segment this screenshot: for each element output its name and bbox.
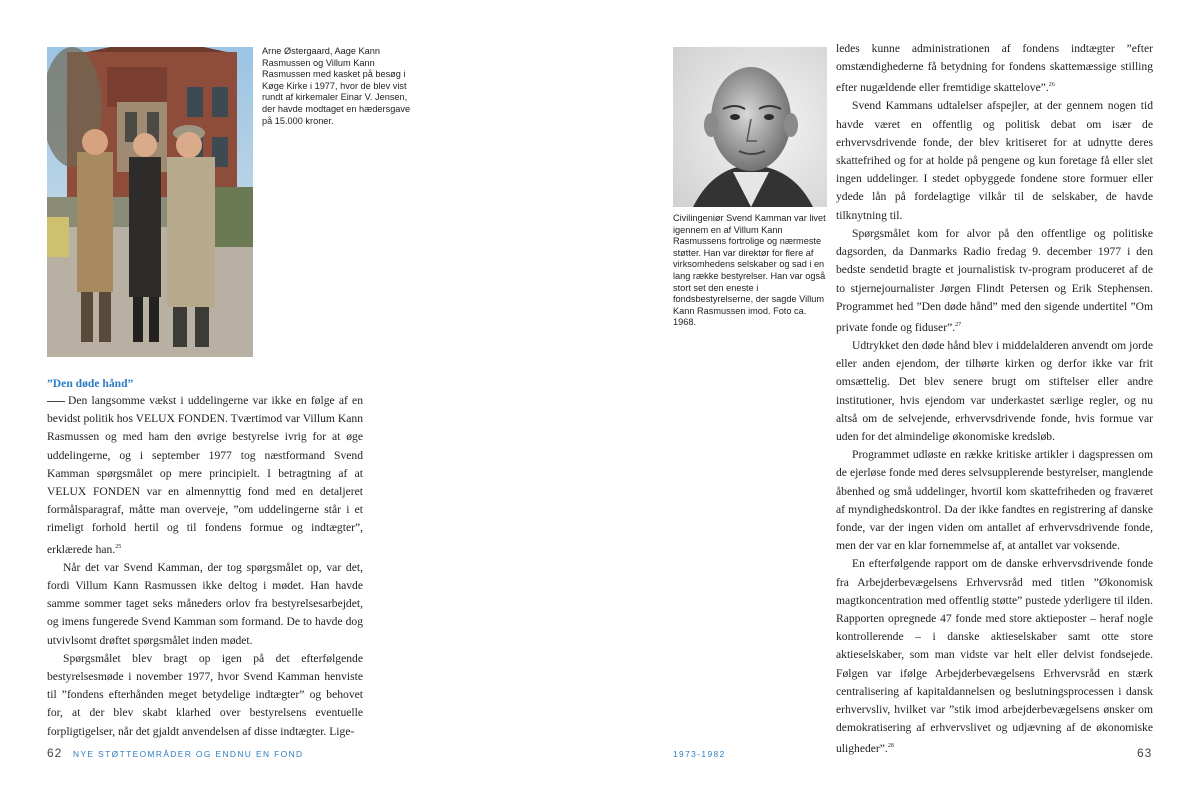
paragraph: Spørgsmålet blev bragt op igen på det efterfølgende bestyrelsesmøde i november 1977, hvor Svend Kamman henviste til ”fondens efterhånden meget betydelige indtægter” og behovet for, at der blev skabt klarhed over bestyrelsens eventuelle forpligtigelser, når det gjaldt anvendelsen af disse indtægter. Lige- [47,651,363,738]
left-page [0,0,600,806]
portrait-svend-kamman [673,47,827,207]
paragraph: Når det var Svend Kamman, der tog spørgsmålet op, var det, fordi Villum Kann Rasmussen ikke deltog i mødet. Han havde samme sommer taget seks måneders orlov fra bestyrelsesarbejdet, og imens fungerede Svend Kamman som formand. De to havde dog utvivlsomt drøftet spørgsmålet inden mødet. [47,560,363,647]
left-body-text [47,392,363,741]
page-number-right: 63 [1137,746,1153,760]
footnote-marker: 26 [1048,82,1055,89]
paragraph: Den langsomme vækst i uddelingerne var ikke en følge af en bevidst politik hos VELUX FONDEN. Tværtimod var Villum Kann Rasmussen og med ham den øvrige bestyrelse ivrig for at øge uddelingerne, og i september 1977 tog næstformand Svend Kamman spørgsmålet op mere principielt. I betragtning af at VELUX FONDEN var en almennyttig fond med en detaljeret formålsparagraf, måtte man overveje, ”om uddelingerne står i et rimeligt forhold hertil og til fondens formue og indtægter”, erklærede han.$^{25}$ [47,394,363,556]
running-head-right: 1973-1982 [673,749,726,759]
em-dash-rule [47,401,65,402]
section-heading: ”Den døde hånd” [47,377,134,390]
photo-caption-left: Arne Østergaard, Aage Kann Rasmussen og Villum Kann Rasmussen med kasket på besøg i Køge Kirke i 1977, hvor de blev vist rundt af kirkemaler Einar V. Jensen, der havde modtaget en hædersgave på 15.000 kroner. [262,46,411,126]
page-number-left: 62 [47,746,63,760]
paragraph: Svend Kammans udtalelser afspejler, at der gennem nogen tid havde været en offentlig og politisk debat om især de erhvervsdrivende fonde, der blev kritiseret for at udnytte deres skattefrihed og for at holde på pengene og kun foretage få eller slet ingen uddelinger. I stedet opbyggede fondene store formuer eller ydede lån på fordelagtige vilkår til de selskaber, de havde tilknytning til. [836,99,1153,222]
paragraph: ledes kunne administrationen af fondens indtægter ”efter omstændighederne få betydning for fondens skattemæssige stilling efter nugældende eller fremtidige skattelove”.$^{26}$ [836,42,1153,95]
photo-koege-kirke [47,47,253,357]
paragraph: Spørgsmålet kom for alvor på den offentlige og politiske dagsorden, da Danmarks Radio fredag 9. december 1977 i den bedste sendetid bragte et journalistisk tv-program produceret af de to stjernejournalister Jørgen Flindt Petersen og Erik Stephensen. Programmet hed ”Den døde hånd” med den sigende undertitel ”Om private fonde og fiduser”.$^{27}$ [836,226,1153,334]
paragraph: Udtrykket den døde hånd blev i middelalderen anvendt om jorde eller anden ejendom, der tilhørte kirken og derfor ikke var frit omsættelig. Det blev senere brugt om stiftelser eller andre institutioner, hvis ejendom var underkastet særlige regler, og nu altså om de selvejende, erhvervsdrivende fonde, hvis formue var uden for det almindelige økonomiske kredsløb. [836,338,1153,443]
footnote-marker: 25 [115,543,122,550]
running-head-left: NYE STØTTEOMRÅDER OG ENDNU EN FOND [73,749,304,759]
paragraph: Programmet udløste en række kritiske artikler i dagspressen om de ejerløse fonde med deres selvsupplerende bestyrelser, manglende åbenhed og små uddelinger, hvortil kom skattefriheden og fraværet af myndighedskontrol. Da der ikke fandtes en registrering af danske fonde, var der ingen viden om antallet af erhvervsdrivende fonde, men der var en klar fornemmelse af, at antallet var voksende. [836,448,1153,553]
right-page [600,0,1201,806]
footnote-marker: 27 [955,321,962,328]
right-body-text [836,40,1153,759]
footnote-marker: 28 [887,743,894,750]
photo-caption-right: Civilingeniør Svend Kamman var livet igennem en af Villum Kann Rasmussens fortrolige og nærmeste støtter. Han var direktør for flere af virksomhedens selskaber og sad i en lang række bestyrelser. Han var også stort set den eneste i fondsbestyrelserne, der sagde Villum Kann Rasmussen imod. Foto ca. 1968. [673,213,826,328]
paragraph: En efterfølgende rapport om de danske erhvervsdrivende fonde fra Arbejderbevægelsens Erhvervsråd med titlen ”Økonomisk magtkoncentration med offentlig støtte” pustede yderligere til ilden. Rapporten opregnede 47 fonde med store aktieposter – heraf nogle kontrollerende – i danske aktieselskaber samt otte store aktieselskaber, som man vidste var helt eller delvist fondsejede. Følgen var ifølge Arbejderbevægelsens Erhvervsråd en stærk centralisering af kapitaldannelsen og beslutningsprocessen i dansk erhvervsliv, hvilket var ”stik imod arbejderbevægelsens ønsker om demokratisering af erhvervslivet og udjævning af de økonomiske uligheder”.$^{28}$ [836,557,1153,756]
